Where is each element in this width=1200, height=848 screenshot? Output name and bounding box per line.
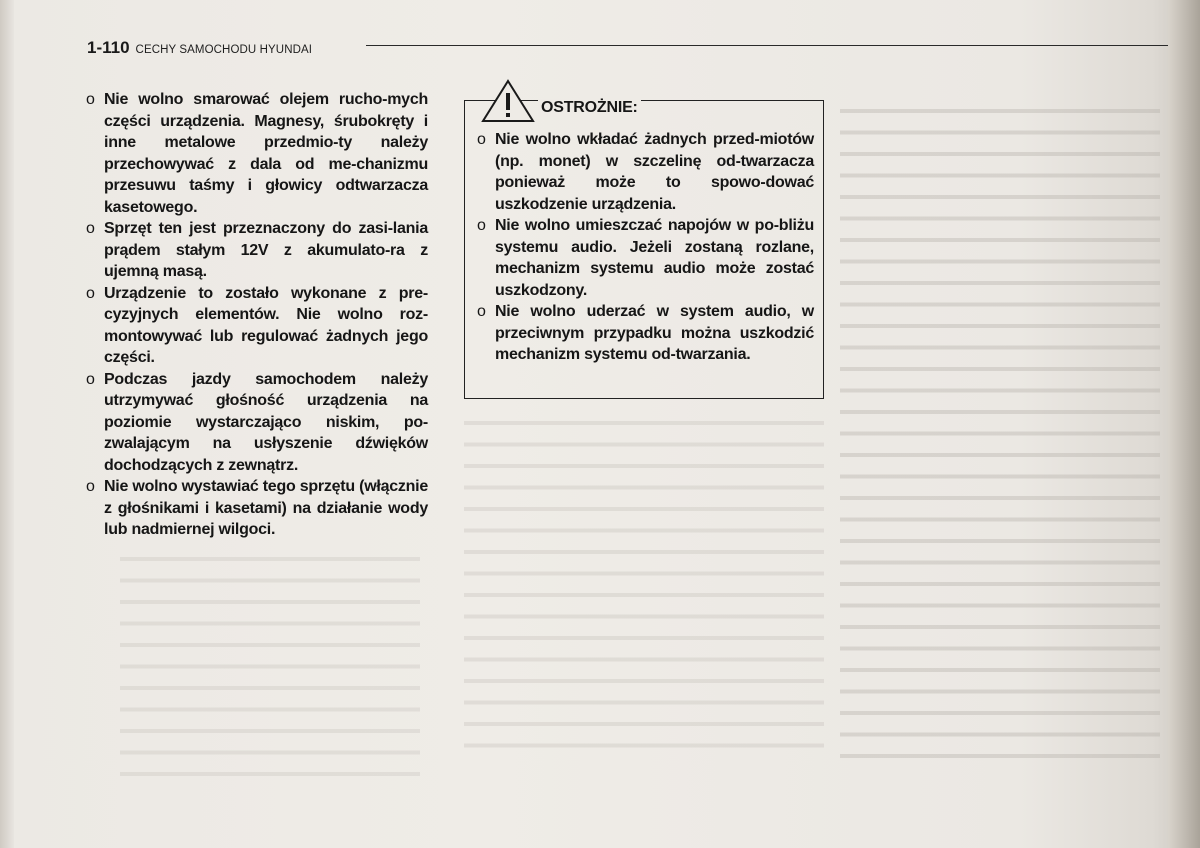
- list-item: [477, 215, 814, 301]
- page-header: [87, 38, 312, 58]
- list-item: [86, 476, 428, 541]
- bullet: o: [86, 284, 95, 302]
- list-item: [86, 89, 428, 218]
- header-rule: [366, 45, 1168, 46]
- section-title: CECHY SAMOCHODU HYUNDAI: [135, 44, 313, 56]
- caution-box: [464, 100, 824, 399]
- warning-triangle-icon: [481, 79, 535, 123]
- list-item-text: Podczas jazdy samochodem należy utrzymywać głośność urządzenia na poziomie wystarczająco niskim, po-zwalającym na usłyszenie dźwięków dochodzących z zewnątrz.: [104, 370, 428, 474]
- caution-list: [477, 129, 814, 366]
- bullet: o: [86, 220, 95, 237]
- bleed-through-texture: [840, 100, 1160, 760]
- list-item-text: Nie wolno umieszczać napojów w po-bliżu systemu audio. Jeżeli zostaną rozlane, mechanizm systemu audio może zostać uszkodzony.: [495, 217, 814, 299]
- bullet: o: [477, 303, 486, 320]
- caution-title: OSTROŻNIE:: [538, 99, 641, 117]
- bullet: o: [86, 370, 95, 388]
- page-number: 1-110: [87, 38, 130, 57]
- list-item: [86, 369, 428, 477]
- list-item-text: Nie wolno smarować olejem rucho-mych części urządzenia. Magnesy, śrubokręty i inne metalowe przedmio-ty należy przechowywać z dala od me-chanizmu przesuwu taśmy i głowicy odtwarzacza kasetowego.: [104, 91, 428, 216]
- list-item: [86, 218, 428, 283]
- list-item: [477, 129, 814, 215]
- bullet: o: [86, 478, 95, 495]
- bullet: o: [477, 217, 486, 234]
- list-item-text: Nie wolno uderzać w system audio, w przeciwnym przypadku można uszkodzić mechanizm systemu od-twarzania.: [495, 303, 814, 363]
- bleed-through-texture-2: [464, 412, 824, 762]
- page-outer-edge: [1168, 0, 1200, 848]
- left-column-list: [86, 89, 428, 541]
- list-item-text: Sprzęt ten jest przeznaczony do zasi-lania prądem stałym 12V z akumulato-ra z ujemną masą.: [104, 220, 428, 280]
- list-item-text: Urządzenie to zostało wykonane z pre-cyzyjnych elementów. Nie wolno roz-montowywać lub regulować żadnych jego części.: [104, 284, 428, 366]
- list-item: [477, 301, 814, 366]
- list-item-text: Nie wolno wkładać żadnych przed-miotów (np. monet) w szczelinę od-twarzacza ponieważ może to spowo-dować uszkodzenie urządzenia.: [495, 131, 814, 213]
- list-item: [86, 283, 428, 369]
- list-item-text: Nie wolno wystawiać tego sprzętu (włącznie z głośnikami i kasetami) na działanie wody lub nadmiernej wilgoci.: [104, 478, 428, 538]
- bullet: o: [477, 131, 486, 148]
- bleed-through-texture-3: [120, 548, 420, 778]
- page-binding-edge: [0, 0, 14, 848]
- caution-heading: [481, 79, 681, 121]
- bullet: o: [86, 91, 95, 108]
